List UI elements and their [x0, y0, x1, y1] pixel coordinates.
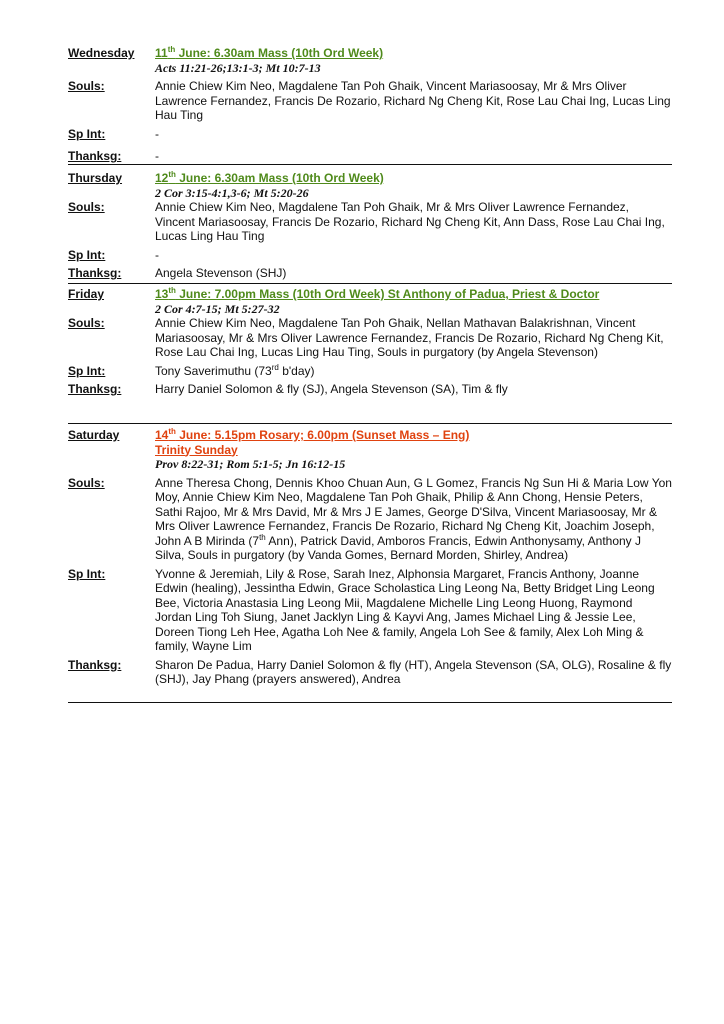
sp-int-text: Yvonne & Jeremiah, Lily & Rose, Sarah Inez, Alphonsia Margaret, Francis Anthony, Joanne Edwin (healing), Jessintha Edwin, Grace Scholastica Ling Leong Na, Betty Bridget Ling Leong Bee, Victoria Anastasia Ling Leong Mii, Magdalene Michelle Ling Leong Huong, Raymond Jordan Ling Toh Siung, Janet Jacklyn Ling & Kayvi Ang, James Michael Ling & Jessie Lee, Doreen Tiong Leh Hee, Agatha Loh Nee & family, Angela Loh See & family, Alex Loh Ming & family, Wayne Lim [155, 566, 655, 653]
readings: 2 Cor 3:15-4:1,3-6; Mt 5:20-26 [155, 185, 309, 200]
readings: Prov 8:22-31; Rom 5:1-5; Jn 16:12-15 [155, 457, 346, 471]
souls-label: Souls: [68, 316, 105, 330]
day-label: Saturday [68, 428, 120, 442]
souls-text: Annie Chiew Kim Neo, Magdalene Tan Poh Ghaik, Vincent Mariasoosay, Mr & Mrs Oliver Lawrence Fernandez, Francis De Rozario, Richard Ng Cheng Kit, Rose Lau Chai Ing, Lucas Ling Hau Ting [155, 79, 671, 122]
thanksg-text: Sharon De Padua, Harry Daniel Solomon & fly (HT), Angela Stevenson (SA, OLG), Rosaline & fly (SHJ), Jay Phang (prayers answered), Andrea [155, 657, 672, 686]
souls-label: Souls: [68, 475, 105, 490]
mass-title: 11th June: 6.30am Mass (10th Ord Week) [155, 45, 384, 60]
divider [68, 702, 672, 703]
sp-int-text: - [155, 126, 159, 141]
divider [68, 423, 672, 424]
souls-label: Souls: [68, 200, 105, 214]
sp-int-label: Sp Int: [68, 363, 106, 378]
feast-title: Trinity Sunday [155, 442, 238, 457]
day-label: Thursday [68, 171, 123, 185]
thanksg-label: Thanksg: [68, 382, 122, 396]
mass-title: 12th June: 6.30am Mass (10th Ord Week) [155, 170, 384, 185]
thanksg-label: Thanksg: [68, 149, 122, 163]
wednesday-section [68, 46, 672, 164]
friday-section [68, 287, 672, 397]
thursday-section [68, 171, 672, 281]
sp-int-label: Sp Int: [68, 126, 106, 141]
mass-title: 13th June: 7.00pm Mass (10th Ord Week) St Anthony of Padua, Priest & Doctor [155, 286, 600, 301]
day-label: Friday [68, 287, 105, 301]
souls-text: Annie Chiew Kim Neo, Magdalene Tan Poh Ghaik, Mr & Mrs Oliver Lawrence Fernandez, Vincent Mariasoosay, Francis De Rozario, Richard Ng Cheng Kit, Ann Dass, Rose Lau Chai Ing, Lucas Ling Hau Ting [155, 200, 665, 243]
saturday-section [68, 428, 672, 687]
thanksg-text: - [155, 149, 159, 163]
sp-int-text: - [155, 247, 159, 262]
readings: 2 Cor 4:7-15; Mt 5:27-32 [155, 301, 280, 316]
readings: Acts 11:21-26;13:1-3; Mt 10:7-13 [155, 60, 321, 75]
divider [68, 164, 672, 165]
day-label: Wednesday [68, 46, 135, 60]
souls-label: Souls: [68, 79, 105, 93]
divider [68, 283, 672, 284]
mass-title: 14th June: 5.15pm Rosary; 6.00pm (Sunset Mass – Eng) [155, 427, 470, 442]
sp-int-label: Sp Int: [68, 566, 106, 581]
souls-text: Anne Theresa Chong, Dennis Khoo Chuan Aun, G L Gomez, Francis Ng Sun Hi & Maria Low Yon Moy, Annie Chiew Kim Neo, Magdalene Tan Poh Ghaik, Philip & Ann Chong, Hensie Peters, Sathi Rajoo, Mr & Mrs David, Mr & Mrs J E James, George D'Silva, Vincent Mariasoosay, Mr & Mrs Oliver Lawrence Fernandez, Francis De Rozario, Richard Ng Cheng Kit, Joachim Joseph, John A B Mirinda (7th Ann), Patrick David, Amboros Francis, Edwin Anthonysamy, Anthony J Silva, Souls in purgatory (by Vanda Gomes, Bernard Morden, Shirley, Andrea) [155, 475, 672, 562]
sp-int-label: Sp Int: [68, 247, 106, 262]
thanksg-label: Thanksg: [68, 266, 122, 280]
thanksg-text: Harry Daniel Solomon & fly (SJ), Angela Stevenson (SA), Tim & fly [155, 382, 508, 396]
souls-text: Annie Chiew Kim Neo, Magdalene Tan Poh Ghaik, Nellan Mathavan Balakrishnan, Vincent Mariasoosay, Mr & Mrs Oliver Lawrence Fernandez, Francis De Rozario, Richard Ng Cheng Kit, Rose Lau Chai Ing, Lucas Ling Hau Ting, Souls in purgatory (by Angela Stevenson) [155, 316, 664, 359]
thanksg-text: Angela Stevenson (SHJ) [155, 266, 287, 280]
thanksg-label: Thanksg: [68, 657, 122, 672]
sp-int-text: Tony Saverimuthu (73rd b'day) [155, 362, 315, 378]
